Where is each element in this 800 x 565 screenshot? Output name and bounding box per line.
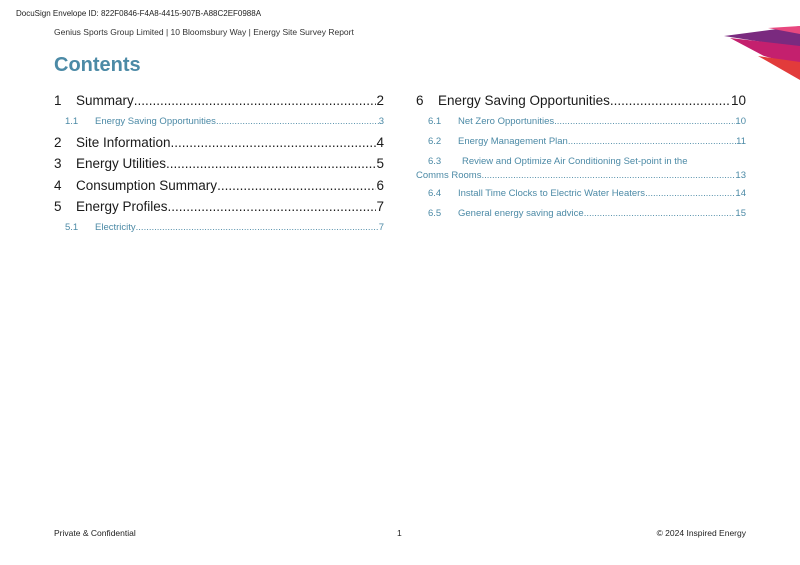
toc-entry-summary[interactable] <box>54 90 384 112</box>
toc-entry-electricity[interactable] <box>54 218 384 238</box>
toc-entry-number: 6.2 <box>428 135 442 147</box>
toc-leader-dots <box>610 90 731 112</box>
toc-entry-energy-saving-opportunities-main[interactable] <box>416 90 746 112</box>
toc-entry-label: Consumption Summary <box>76 177 218 193</box>
toc-entry-time-clocks-water-heaters[interactable] <box>416 184 746 204</box>
toc-entry-page: 6 <box>376 177 384 193</box>
toc-entry-page: 10 <box>735 115 746 127</box>
toc-leader-dots <box>481 169 735 183</box>
toc-entry-consumption-summary[interactable] <box>54 175 384 197</box>
toc-entry-page: 5 <box>376 156 384 172</box>
toc-entry-number: 1.1 <box>65 115 79 127</box>
toc-entry-page: 14 <box>735 187 746 199</box>
toc-leader-dots <box>217 175 376 197</box>
toc-entry-site-information[interactable] <box>54 132 384 154</box>
toc-entry-number: 1 <box>54 93 62 108</box>
toc-entry-net-zero-opportunities[interactable] <box>416 112 746 132</box>
toc-entry-energy-profiles[interactable] <box>54 196 384 218</box>
toc-entry-number: 4 <box>54 177 62 193</box>
toc-entry-number: 5.1 <box>65 221 79 233</box>
toc-entry-page: 13 <box>735 169 746 181</box>
toc-leader-dots <box>554 112 735 132</box>
toc-leader-dots <box>584 204 736 224</box>
docusign-envelope-id: DocuSign Envelope ID: 822F0846-F4A8-4415-907B-A88C2EF0988A <box>16 9 262 18</box>
toc-entry-label: Electricity <box>95 221 136 233</box>
toc-entry-label-continued: Comms Rooms <box>416 169 482 181</box>
toc-left-column <box>54 90 384 238</box>
toc-entry-label: Energy Saving Opportunities <box>95 115 216 127</box>
footer-copyright: © 2024 Inspired Energy <box>656 528 746 538</box>
toc-entry-page: 4 <box>376 134 384 150</box>
toc-leader-dots <box>568 132 736 152</box>
toc-entry-page: 10 <box>730 93 746 108</box>
toc-entry-page: 2 <box>376 93 384 108</box>
toc-entry-first-line <box>416 155 746 169</box>
toc-entry-label: Install Time Clocks to Electric Water Heaters <box>458 187 646 199</box>
toc-entry-energy-utilities[interactable] <box>54 153 384 175</box>
toc-entry-number: 6 <box>416 93 424 108</box>
toc-entry-general-energy-saving-advice[interactable] <box>416 204 746 224</box>
toc-leader-dots <box>645 184 735 204</box>
toc-leader-dots <box>134 90 377 112</box>
toc-entry-label: Energy Management Plan <box>458 135 568 147</box>
footer-confidentiality: Private & Confidential <box>54 528 136 538</box>
toc-entry-number: 6.3 <box>428 155 442 167</box>
toc-entry-number: 5 <box>54 199 62 215</box>
toc-entry-air-conditioning-set-point[interactable] <box>416 152 746 184</box>
toc-entry-page: 3 <box>378 115 384 127</box>
toc-leader-dots <box>171 132 377 154</box>
toc-entry-number: 3 <box>54 156 62 172</box>
toc-entry-page: 7 <box>378 221 384 233</box>
toc-entry-number: 6.1 <box>428 115 442 127</box>
toc-entry-energy-saving-opportunities[interactable] <box>54 112 384 132</box>
toc-entry-label: Summary <box>76 93 134 108</box>
toc-leader-dots <box>216 112 379 132</box>
toc-entry-label: Energy Utilities <box>76 156 167 172</box>
toc-entry-label: Site Information <box>76 134 171 150</box>
toc-entry-label: Energy Saving Opportunities <box>438 93 610 108</box>
toc-entry-energy-management-plan[interactable] <box>416 132 746 152</box>
toc-entry-page: 15 <box>735 207 746 219</box>
toc-entry-number: 2 <box>54 134 62 150</box>
document-header: Genius Sports Group Limited | 10 Bloomsbury Way | Energy Site Survey Report <box>54 27 354 37</box>
company-logo-graphic <box>724 26 800 80</box>
toc-entry-number: 6.5 <box>428 207 442 219</box>
toc-leader-dots <box>168 196 377 218</box>
toc-entry-second-line <box>416 169 746 183</box>
toc-entry-page: 11 <box>736 135 746 147</box>
footer-page-number: 1 <box>397 528 402 538</box>
toc-entry-number: 6.4 <box>428 187 442 199</box>
toc-entry-page: 7 <box>376 199 384 215</box>
toc-leader-dots <box>166 153 376 175</box>
toc-entry-label: Energy Profiles <box>76 199 168 215</box>
toc-right-column <box>416 90 746 224</box>
toc-leader-dots <box>136 218 379 238</box>
toc-entry-label: Review and Optimize Air Conditioning Set-point in the <box>462 155 688 167</box>
toc-entry-label: General energy saving advice <box>458 207 584 219</box>
toc-entry-label: Net Zero Opportunities <box>458 115 555 127</box>
page-title: Contents <box>54 54 141 76</box>
